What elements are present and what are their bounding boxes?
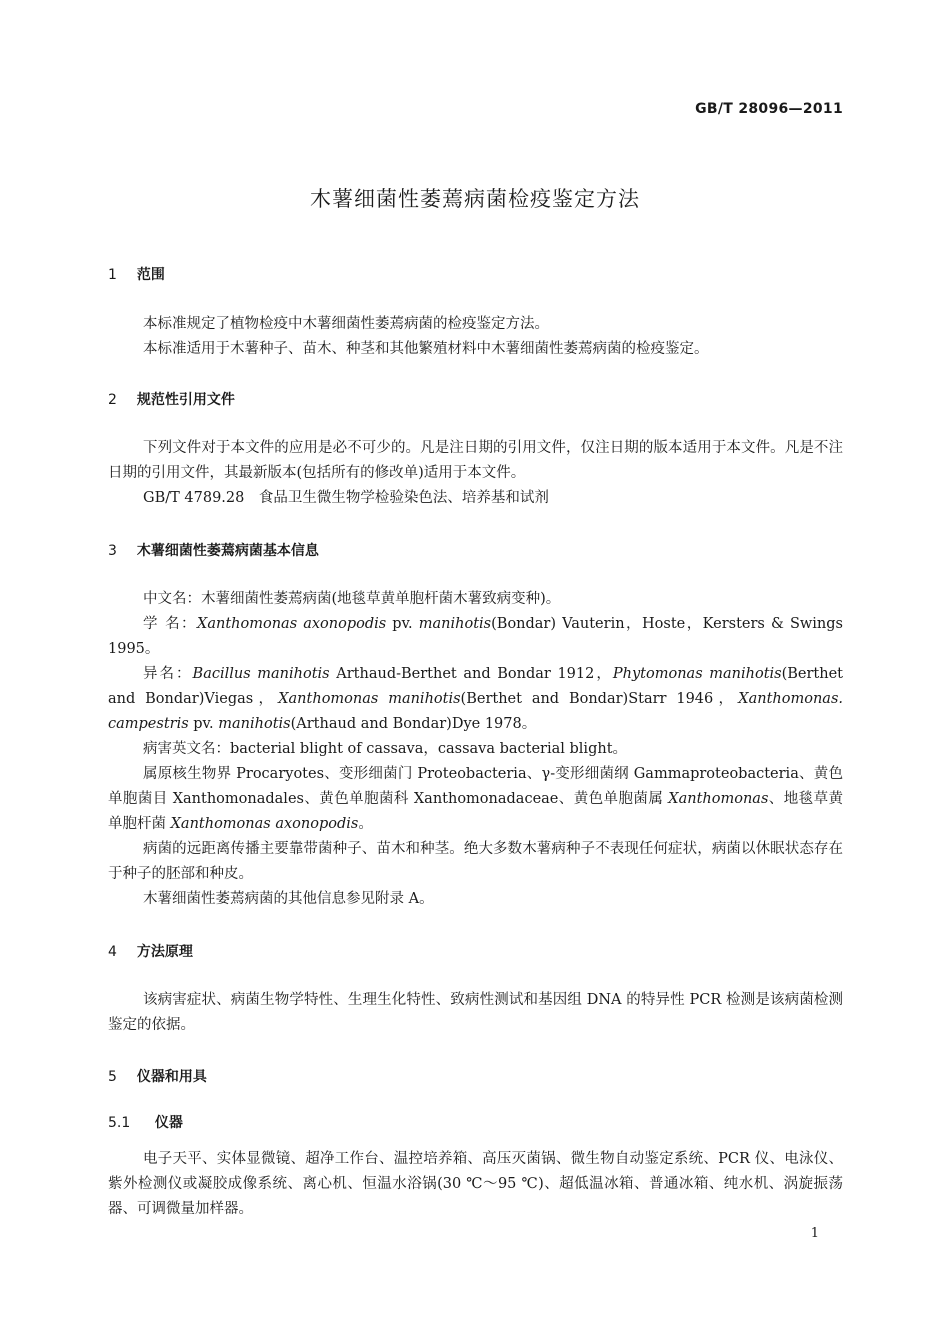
genus: Xanthomonas [668, 791, 769, 807]
reference-item: GB/T 4789.28 食品卫生微生物学检验染色法、培养基和试剂 [143, 490, 549, 506]
synonym: Xanthomonas manihotis [278, 691, 461, 707]
paragraph-spread: 病菌的远距离传播主要靠带菌种子、苗木和种茎。绝大多数木薯病种子不表现任何症状，病菌以休眠状态存在于种子的胚部和种皮。 [108, 841, 843, 882]
paragraph: 该病害症状、病菌生物学特性、生理生化特性、致病性测试和基因组 DNA 的特异性 PCR 检测是该病菌检测鉴定的依据。 [108, 992, 843, 1033]
section-title: 规范性引用文件 [136, 392, 235, 408]
section-number: 1 [108, 267, 117, 283]
section-title: 仪器 [154, 1115, 183, 1131]
section-2-heading [108, 389, 235, 409]
text: 、地毯草黄单胞杆菌 [108, 791, 843, 832]
page-title: 木薯细菌性萎蔫病菌检疫鉴定方法 [310, 187, 640, 211]
label: 学 名： [143, 616, 198, 632]
section-4-heading [108, 941, 193, 961]
section-5-heading [108, 1066, 207, 1086]
species: Xanthomonas axonopodis [170, 816, 359, 832]
text: (Arthaud and Bondar)Dye 1978。 [290, 716, 537, 732]
text: (Berthet and Bondar)Viegas， [108, 666, 844, 707]
genus-species: Xanthomonas axonopodis [197, 616, 387, 632]
paragraph-scientific-name [108, 612, 843, 662]
paragraph-annex: 木薯细菌性萎蔫病菌的其他信息参见附录 A。 [143, 891, 434, 907]
paragraph: 电子天平、实体显微镜、超净工作台、温控培养箱、高压灭菌锅、微生物自动鉴定系统、PCR 仪、电泳仪、紫外检测仪或凝胶成像系统、离心机、恒温水浴锅(30 ℃～95 ℃)、超低温冰箱、普通冰箱、纯水机、涡旋振荡器、可调微量加样器。 [108, 1151, 843, 1217]
paragraph-synonyms [108, 662, 843, 737]
standard-code: GB/T 28096—2011 [695, 101, 843, 117]
section-number: 2 [108, 392, 117, 408]
section-title: 方法原理 [136, 944, 193, 960]
section-number: 5.1 [108, 1115, 131, 1131]
section-3-heading [108, 540, 319, 560]
paragraph-taxonomy [108, 762, 843, 837]
section-1-heading [108, 264, 165, 284]
pathovar: manihotis [418, 616, 492, 632]
label: 异名： [143, 666, 193, 682]
synonym: Bacillus manihotis [192, 666, 330, 682]
synonym: Phytomonas manihotis [612, 666, 782, 682]
page-number: 1 [810, 1226, 819, 1241]
text: 属原核生物界 Procaryotes、变形细菌门 Proteobacteria、γ-变形细菌纲 Gammaproteobacteria、黄色单胞菌目 Xanthomonadales、黄色单胞菌科 Xanthomonadaceae、黄色单胞菌属 [108, 766, 843, 807]
pathovar: manihotis [218, 716, 291, 732]
section-title: 仪器和用具 [136, 1069, 207, 1085]
text: 。 [358, 816, 373, 832]
section-title: 木薯细菌性萎蔫病菌基本信息 [136, 543, 319, 559]
text: Arthaud-Berthet and Bondar 1912， [329, 666, 613, 682]
synonym: Xanthomonas. campestris [108, 691, 843, 732]
paragraph: 本标准规定了植物检疫中木薯细菌性萎蔫病菌的检疫鉴定方法。 [143, 316, 549, 332]
text: (Berthet and Bondar)Starr 1946， [460, 691, 739, 707]
section-number: 5 [108, 1069, 117, 1085]
section-title: 范围 [136, 267, 165, 283]
section-number: 3 [108, 543, 117, 559]
text: pv. [386, 616, 419, 632]
text: pv. [188, 716, 219, 732]
paragraph-chinese-name: 中文名：木薯细菌性萎蔫病菌(地毯草黄单胞杆菌木薯致病变种)。 [143, 591, 561, 607]
paragraph: 本标准适用于木薯种子、苗木、种茎和其他繁殖材料中木薯细菌性萎蔫病菌的检疫鉴定。 [143, 341, 709, 357]
section-5-1-heading [108, 1112, 183, 1132]
authority: (Bondar) Vauterin，Hoste，Kersters & Swings 1995。 [108, 616, 843, 657]
section-number: 4 [108, 944, 117, 960]
paragraph: 下列文件对于本文件的应用是必不可少的。凡是注日期的引用文件，仅注日期的版本适用于本文件。凡是不注日期的引用文件，其最新版本(包括所有的修改单)适用于本文件。 [108, 440, 843, 481]
paragraph-english-name: 病害英文名：bacterial blight of cassava，cassava bacterial blight。 [143, 741, 628, 757]
